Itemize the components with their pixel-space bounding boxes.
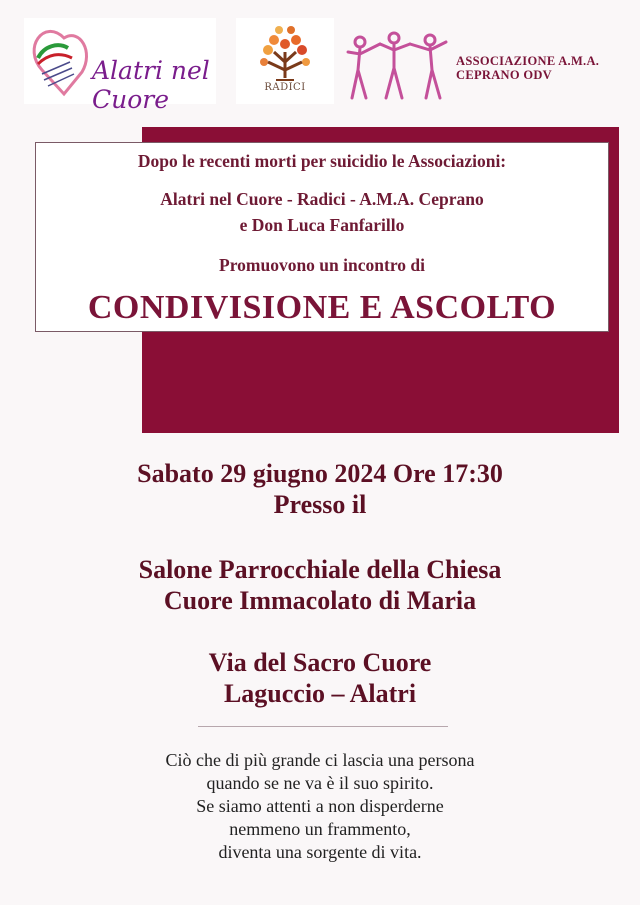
radici-logo xyxy=(236,18,334,104)
quote-line: diventa una sorgente di vita. xyxy=(218,842,422,862)
event-presso: Presso il xyxy=(273,490,367,519)
divider xyxy=(198,726,448,727)
event-place-line2: Cuore Immacolato di Maria xyxy=(163,586,477,615)
event-date-time: Sabato 29 giugno 2024 Ore 17:30 xyxy=(137,459,503,488)
announcement-promote: Promuovono un incontro di xyxy=(219,255,425,275)
announcement-intro: Dopo le recenti morti per suicidio le Associazioni: xyxy=(137,151,507,171)
event-address-line2: Laguccio – Alatri xyxy=(223,679,417,708)
radici-logo-text: RADICI xyxy=(264,82,306,93)
alatri-nel-cuore-logo xyxy=(24,18,216,114)
event-address-line1: Via del Sacro Cuore xyxy=(208,648,432,677)
quote-line: quando se ne va è il suo spirito. xyxy=(206,773,434,793)
event-place-line1: Salone Parrocchiale della Chiesa xyxy=(138,555,502,584)
alatri-logo-text: Alatri nel Cuore xyxy=(92,56,210,114)
announcement-box xyxy=(35,142,609,332)
announcement-priest: e Don Luca Fanfarillo xyxy=(239,215,405,235)
association-name xyxy=(456,54,636,82)
people-logo-icon xyxy=(346,18,448,104)
announcement-associations: Alatri nel Cuore - Radici - A.M.A. Ceprano xyxy=(160,189,484,209)
quote-line: nemmeno un frammento, xyxy=(229,819,411,839)
event-title: CONDIVISIONE E ASCOLTO xyxy=(87,289,557,326)
ama-ceprano-logo xyxy=(346,18,448,104)
association-name-line2: CEPRANO ODV xyxy=(456,68,553,82)
association-name-line1: ASSOCIAZIONE A.M.A. xyxy=(456,54,600,68)
quote-line: Se siamo attenti a non disperderne xyxy=(196,796,444,816)
quote-line: Ciò che di più grande ci lascia una persona xyxy=(165,750,475,770)
